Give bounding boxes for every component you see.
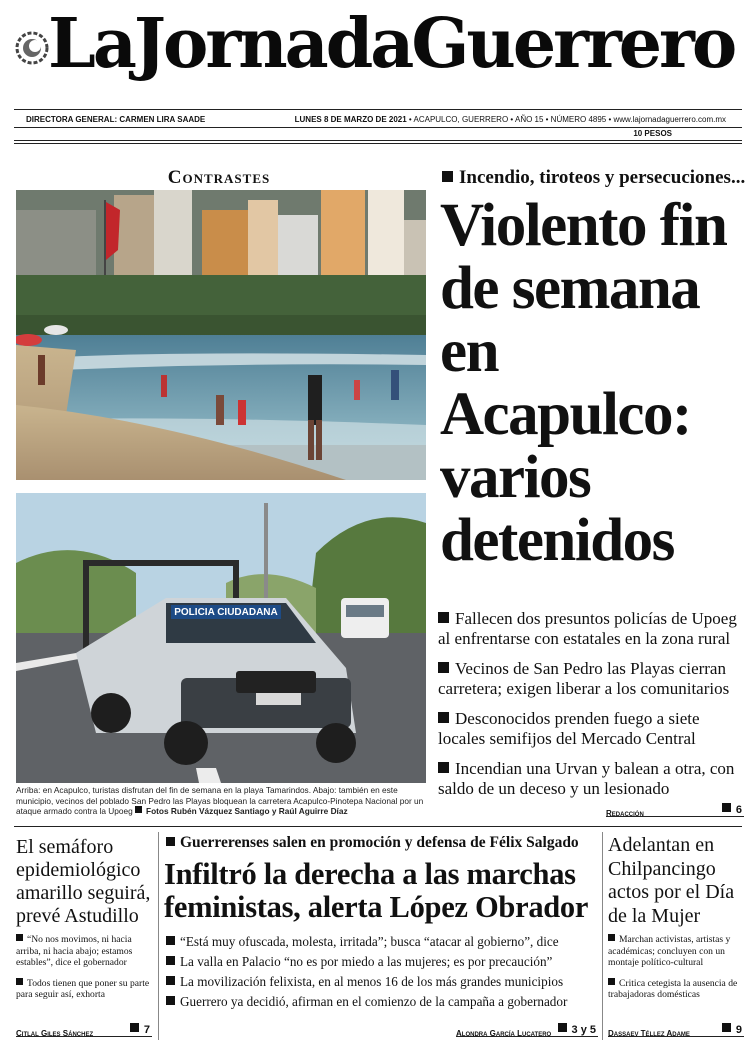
center-bullet: “Está muy ofuscada, molesta, irritada”; busca “atacar al gobierno”, dice (166, 934, 602, 950)
bullet-icon (166, 996, 175, 1005)
center-story-credit: Alondra García Lucatero (456, 1029, 552, 1038)
bullet-icon (166, 976, 175, 985)
center-bullet: La valla en Palacio “no es por miedo a las mujeres; es por precaución” (166, 954, 602, 970)
left-story-pageref[interactable]: 7 (130, 1023, 150, 1036)
right-bullet: Critica cetegista la ausencia de trabajadoras domésticas (608, 977, 738, 1000)
center-bullet: Guerrero ya decidió, afirman en el comienzo de la campaña a gobernador (166, 994, 602, 1010)
right-bullet: Marchan activistas, artistas y académicas; concluyen con un montaje político-cultural (608, 934, 731, 968)
main-headline[interactable]: Violento fin de semana en Acapulco: varios detenidos (440, 192, 727, 574)
main-story-bullets (438, 609, 744, 809)
photo-caption (16, 785, 426, 817)
main-bullet: Incendian una Urvan y balean a otra, con saldo de un deceso y un lesionado (438, 759, 735, 798)
edition-info (295, 114, 726, 126)
kicker-bullet-icon (166, 837, 175, 846)
main-bullet: Desconocidos prenden fuego a siete locales semifijos del Mercado Central (438, 709, 700, 748)
caption-bullet-icon (135, 806, 142, 813)
center-story-headline[interactable]: Infiltró la derecha a las marchas feministas, alerta López Obrador (164, 857, 589, 924)
bullet-icon (608, 978, 615, 985)
left-story-credit: Citlal Giles Sánchez (16, 1029, 94, 1038)
beach-photo[interactable] (16, 190, 426, 480)
bullet-icon (438, 762, 449, 773)
left-story-credit-bar (16, 1023, 152, 1037)
left-story-bullets (16, 934, 156, 1010)
masthead-title[interactable]: LaJornadaGuerrero (48, 4, 735, 84)
left-bullet: “No nos movimos, ni hacia arriba, ni hacia abajo; estamos estables”, dice el gobernador (16, 934, 133, 968)
bullet-icon (438, 712, 449, 723)
pageref-icon (558, 1023, 567, 1032)
center-story-pageref[interactable]: 3 y 5 (558, 1023, 596, 1036)
center-story-credit-bar (456, 1023, 598, 1037)
center-story-bullets (166, 934, 602, 1014)
bottom-section-rule (14, 826, 742, 827)
police-truck-photo-image (16, 493, 426, 783)
header-double-rule (14, 140, 742, 144)
info-rule (14, 127, 742, 128)
bullet-icon (166, 956, 175, 965)
main-story-credit: Redacción (606, 809, 644, 818)
price-label: 10 PESOS (633, 129, 672, 138)
main-story-pageref[interactable]: 6 (722, 803, 742, 816)
main-bullet: Vecinos de San Pedro las Playas cierran carretera; exigen liberar a los comunitarios (438, 659, 730, 698)
main-story-kicker: Incendio, tiroteos y persecuciones... (442, 167, 745, 189)
police-truck-photo[interactable] (16, 493, 426, 783)
right-story-bullets (608, 934, 746, 1010)
caption-photo-credit: Fotos Rubén Vázquez Santiago y Raúl Aguirre Díaz (146, 806, 348, 816)
pageref-icon (722, 803, 731, 812)
column-divider-left (158, 832, 159, 1040)
bullet-icon (438, 612, 449, 623)
bullet-icon (16, 978, 23, 985)
main-bullet: Fallecen dos presuntos policías de Upoeg al enfrentarse con estatales en la zona rural (438, 609, 737, 648)
main-story-credit-bar (606, 803, 744, 817)
kicker-bullet-icon (442, 171, 453, 182)
left-story-headline[interactable]: El semáforo epidemiológico amarillo seguirá, prevé Astudillo (16, 836, 151, 927)
right-story-credit: Dassaev Téllez Adame (608, 1029, 690, 1038)
center-bullet: La movilización felixista, en al menos 16 de los más grandes municipios (166, 974, 602, 990)
left-bullet: Todos tienen que poner su parte para seguir así, exhorta (16, 977, 150, 1000)
section-label-contrastes: Contrastes (167, 167, 271, 188)
bullet-icon (608, 934, 615, 941)
right-story-pageref[interactable]: 9 (722, 1023, 742, 1036)
beach-photo-image (16, 190, 426, 480)
bullet-icon (166, 936, 175, 945)
pageref-icon (722, 1023, 731, 1032)
bullet-icon (16, 934, 23, 941)
caption-text: Arriba: en Acapulco, turistas disfrutan del fin de semana en la playa Tamarindos. Abajo: también en este municipio, vecinos del poblado San Pedro las Playas bloquean la carretera Acapulco-Pinotepa Nacional por un ataque armado contra la Upoeg (16, 785, 424, 816)
edition-details: • ACAPULCO, GUERRERO • AÑO 15 • NÚMERO 4895 • www.lajornadaguerrero.com.mx (408, 115, 726, 124)
masthead-rule (14, 109, 742, 110)
edition-date: LUNES 8 DE MARZO DE 2021 (294, 115, 407, 124)
truck-label: POLICIA CIUDADANA (174, 607, 278, 618)
bullet-icon (438, 662, 449, 673)
director-line: DIRECTORA GENERAL: CARMEN LIRA SAADE (26, 115, 206, 124)
right-story-credit-bar (608, 1023, 744, 1037)
center-story-kicker: Guerrerenses salen en promoción y defensa de Félix Salgado (166, 834, 600, 852)
masthead-logo-icon (14, 30, 50, 66)
pageref-icon (130, 1023, 139, 1032)
right-story-headline[interactable]: Adelantan en Chilpancingo actos por el Día de la Mujer (608, 834, 735, 927)
